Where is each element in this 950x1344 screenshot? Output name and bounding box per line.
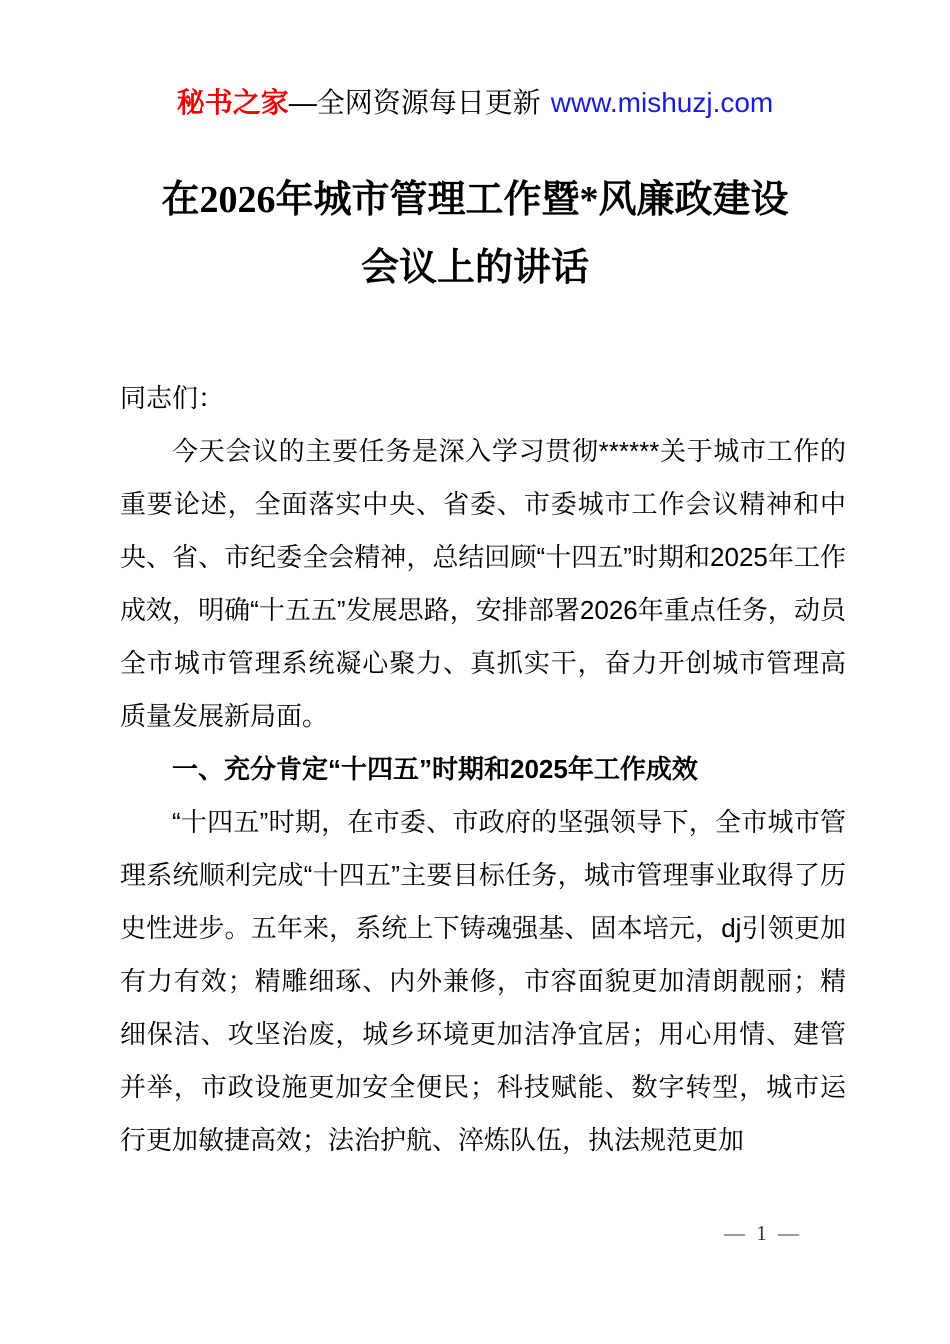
site-header [0,87,950,119]
page-number: — 1 — [724,1221,802,1245]
paragraph-1: 今天会议的主要任务是深入学习贯彻******关于城市工作的重要论述，全面落实中央、省委、市委城市工作会议精神和中央、省、市纪委全会精神，总结回顾“十四五”时期和2025年工作成效，明确“十五五”发展思路，安排部署2026年重点任务，动员全市城市管理系统凝心聚力、真抓实干，奋力开创城市管理高质量发展新局面。 [120,436,846,731]
paragraph-2: “十四五”时期，在市委、市政府的坚强领导下，全市城市管理系统顺利完成“十四五”主要目标任务，城市管理事业取得了历史性进步。五年来，系统上下铸魂强基、固本培元，dj引领更加有力有效；精雕细琢、内外兼修，市容面貌更加清朗靓丽；精细保洁、攻坚治废，城乡环境更加洁净宜居；用心用情、建管并举，市政设施更加安全便民；科技赋能、数字转型，城市运行更加敏捷高效；法治护航、淬炼队伍，执法规范更加 [120,807,846,1155]
page-footer [724,1221,802,1246]
section-heading-1: 一、充分肯定“十四五”时期和2025年工作成效 [172,754,698,784]
document-title-line2: 会议上的讲话 [360,247,589,289]
header-dash: — [288,87,317,118]
site-brand: 秘书之家 [176,87,289,118]
document-title-line1: 在2026年城市管理工作暨*风廉政建设 [161,179,789,221]
salutation: 同志们： [120,383,225,413]
document-title [0,166,950,302]
document-body [120,372,846,1167]
site-url-link[interactable]: www.mishuzj.com [550,87,774,118]
header-tagline: 全网资源每日更新 [316,87,541,118]
